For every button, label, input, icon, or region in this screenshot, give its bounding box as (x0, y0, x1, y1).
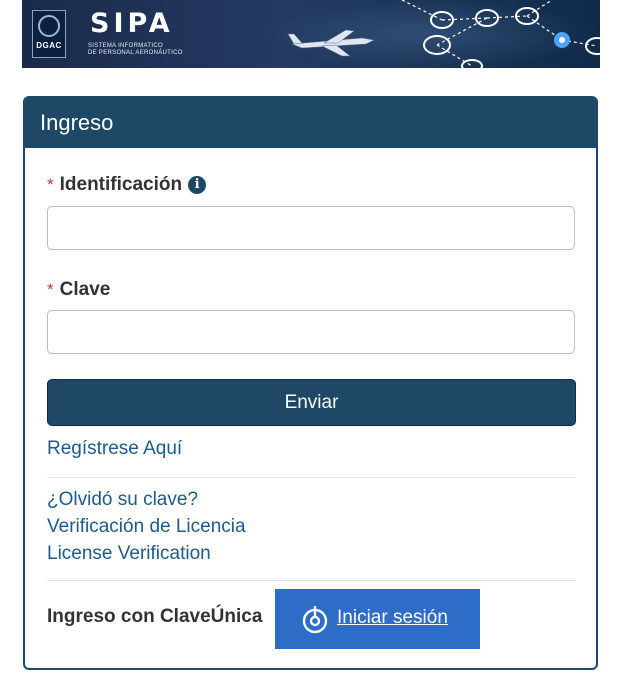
panel-title: Ingreso (25, 98, 596, 148)
login-panel (23, 96, 598, 670)
register-link[interactable]: Regístrese Aquí (47, 438, 183, 459)
claveunica-logo-icon (300, 604, 330, 634)
identificacion-label-text: Identificación (59, 174, 183, 195)
identificacion-input[interactable] (47, 206, 575, 250)
app-title: SIPA (90, 8, 174, 39)
required-marker: * (47, 280, 54, 299)
claveunica-label: Ingreso con ClaveÚnica (47, 606, 263, 627)
divider (47, 580, 576, 581)
forgot-password-link[interactable]: ¿Olvidó su clave? (47, 489, 199, 510)
required-marker: * (47, 175, 54, 194)
divider (47, 477, 576, 478)
dgac-emblem-icon (38, 15, 60, 37)
info-circle-icon[interactable]: i (188, 176, 206, 194)
app-subtitle: SISTEMA INFORMATICO DE PERSONAL AERONÁUTICO (88, 43, 183, 56)
dgac-logo (32, 10, 66, 58)
claveunica-button-label: Iniciar sesión (337, 607, 448, 628)
header-banner (22, 0, 600, 68)
airplane-network-illustration (262, 0, 600, 68)
license-verification-link[interactable]: License Verification (47, 543, 211, 564)
dgac-logo-text: DGAC (36, 41, 62, 50)
clave-label-text: Clave (59, 279, 111, 300)
identificacion-label (47, 174, 206, 196)
verificacion-licencia-link[interactable]: Verificación de Licencia (47, 516, 246, 537)
enviar-button[interactable]: Enviar (47, 379, 576, 426)
clave-input[interactable] (47, 310, 575, 354)
claveunica-login-button[interactable] (275, 589, 480, 649)
clave-label (47, 279, 110, 301)
